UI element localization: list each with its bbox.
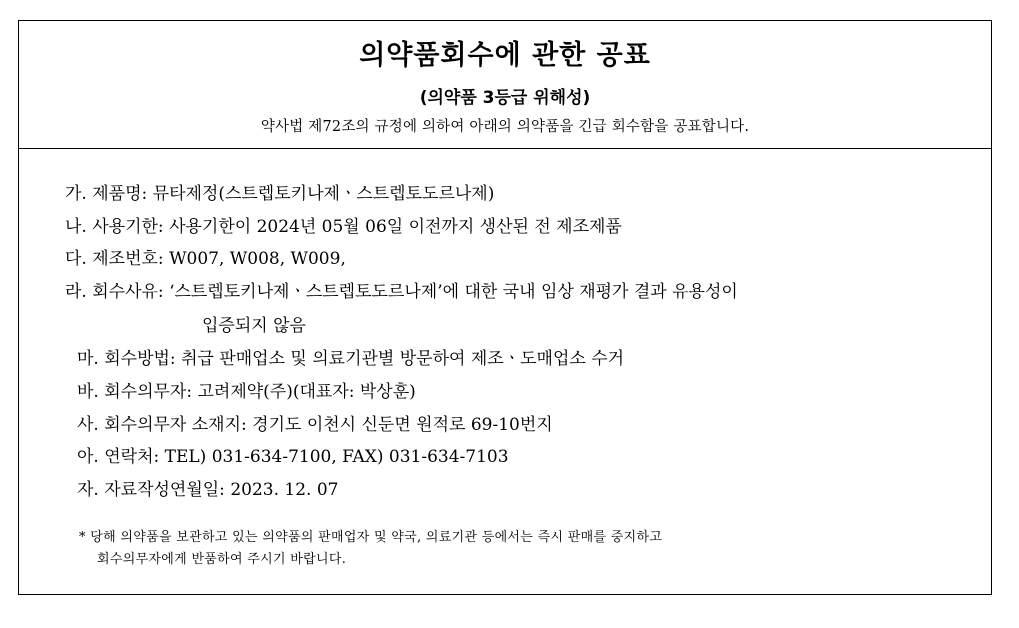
item-recall-reason-continuation: 입증되지 않음 xyxy=(202,316,306,336)
item-value: TEL) 031-634-7100, FAX) 031-634-7103 xyxy=(164,447,509,467)
item-label: 라. 회수사유: xyxy=(65,282,164,302)
item-value: 경기도 이천시 신둔면 원적로 69-10번지 xyxy=(252,415,553,435)
legal-statement: 약사법 제72조의 규정에 의하여 아래의 의약품을 긴급 회수함을 공표합니다. xyxy=(260,119,750,135)
item-label: 아. 연락처: xyxy=(77,447,160,467)
item-expiry xyxy=(65,212,622,237)
item-label: 다. 제조번호: xyxy=(65,249,164,269)
item-value: 고려제약(주)(대표자: 박상훈) xyxy=(197,382,416,402)
item-value: 취급 판매업소 및 의료기관별 방문하여 제조ㆍ도매업소 수거 xyxy=(181,349,625,369)
item-recall-method xyxy=(77,344,624,369)
risk-grade-subtitle: (의약품 3등급 위해성) xyxy=(419,88,591,108)
item-obligor-address xyxy=(77,410,553,435)
item-contact xyxy=(77,442,509,467)
item-value: 사용기한이 2024년 05월 06일 이전까지 생산된 전 제조제품 xyxy=(169,217,622,237)
item-label: 나. 사용기한: xyxy=(65,217,164,237)
item-document-date xyxy=(77,475,338,500)
item-lot-numbers xyxy=(65,244,346,269)
item-label: 바. 회수의무자: xyxy=(77,382,193,402)
item-recall-reason xyxy=(65,277,738,302)
item-label: 사. 회수의무자 소재지: xyxy=(77,415,247,435)
footnote-line-2: 회수의무자에게 반품하여 주시기 바랍니다. xyxy=(97,552,347,567)
footnote-line-1: * 당해 의약품을 보관하고 있는 의약품의 판매업자 및 약국, 의료기관 등에서는 즉시 판매를 중지하고 xyxy=(79,530,663,545)
item-label: 가. 제품명: xyxy=(65,184,148,204)
item-value: 뮤타제정(스트렙토키나제ㆍ스트렙토도르나제) xyxy=(152,184,495,204)
item-value: W007, W008, W009, xyxy=(169,249,346,269)
notice-header xyxy=(19,21,991,149)
item-value: ‘스트렙토키나제ㆍ스트렙토도르나제’에 대한 국내 임상 재평가 결과 유용성이 xyxy=(169,282,738,302)
item-label: 자. 자료작성연월일: xyxy=(77,480,225,500)
item-product-name xyxy=(65,179,494,204)
recall-notice xyxy=(18,20,992,595)
item-recall-obligor xyxy=(77,377,416,402)
notice-title: 의약품회수에 관한 공표 xyxy=(359,40,651,71)
item-label: 마. 회수방법: xyxy=(77,349,176,369)
item-value: 2023. 12. 07 xyxy=(230,480,339,500)
